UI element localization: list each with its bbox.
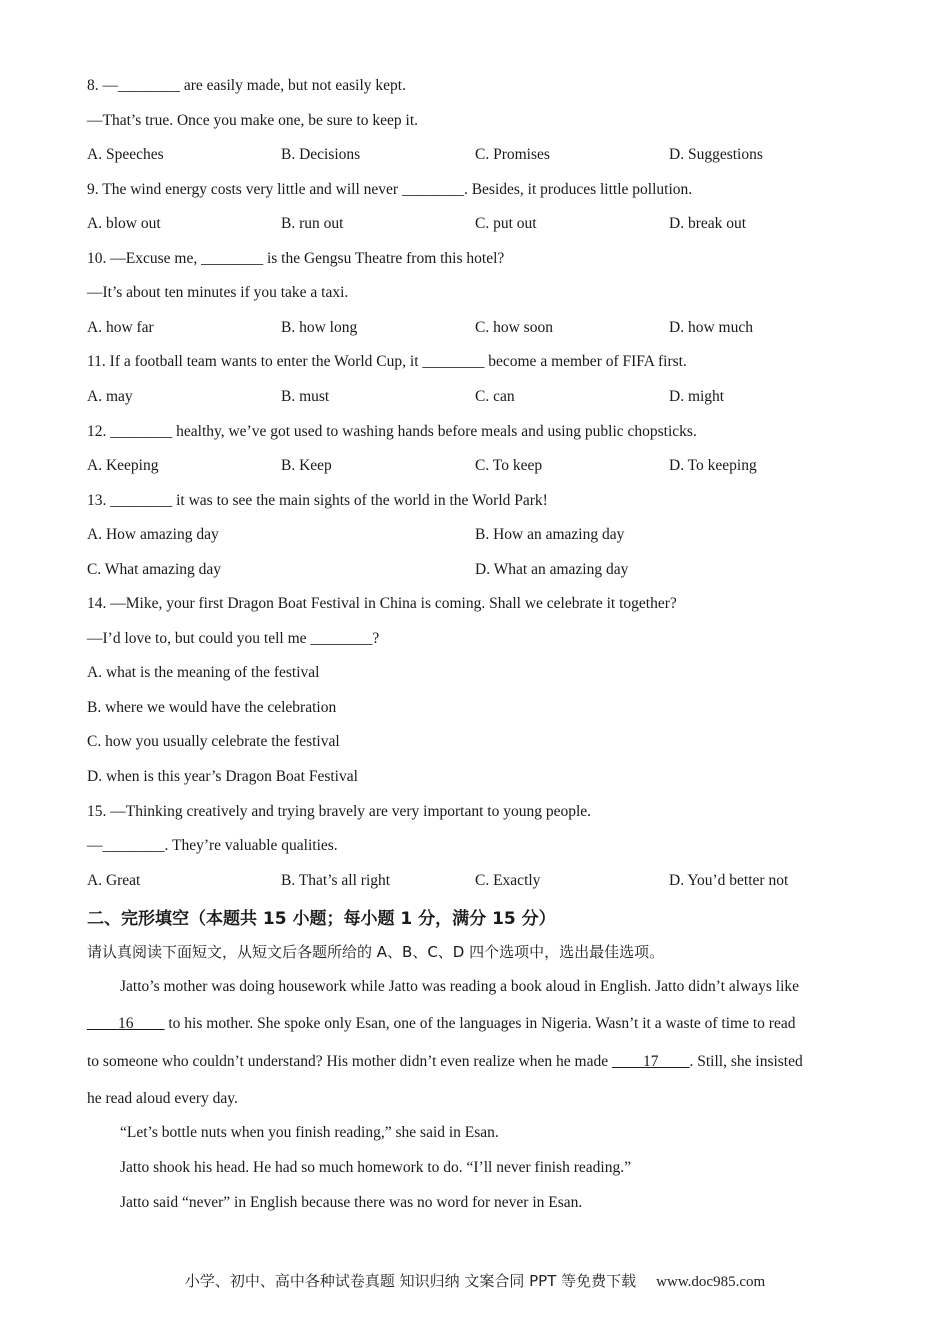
q8-option-b: B. Decisions (281, 146, 361, 163)
passage-p3: Jatto shook his head. He had so much homework to do. “I’ll never finish reading.” (120, 1159, 631, 1176)
q13-option-a: A. How amazing day (87, 526, 219, 543)
q15-option-b: B. That’s all right (281, 872, 391, 889)
section-heading: 二、完形填空（本题共 15 小题；每小题 1 分，满分 15 分） (87, 909, 556, 929)
passage-p2: “Let’s bottle nuts when you finish reading,” she said in Esan. (120, 1124, 499, 1141)
q14-option-b: B. where we would have the celebration (87, 699, 337, 716)
passage-p4: Jatto said “never” in English because there was no word for never in Esan. (120, 1194, 583, 1211)
q14-option-d: D. when is this year’s Dragon Boat Festival (87, 768, 358, 785)
q12-option-a: A. Keeping (87, 457, 159, 474)
q11-stem: 11. If a football team wants to enter the World Cup, it ________ become a member of FIFA first. (87, 353, 687, 370)
q15-option-a: A. Great (87, 872, 141, 889)
q9-stem: 9. The wind energy costs very little and will never ________. Besides, it produces little pollution. (87, 181, 693, 198)
q12-option-d: D. To keeping (669, 457, 757, 474)
q10-stem: 10. —Excuse me, ________ is the Gengsu Theatre from this hotel? (87, 250, 505, 267)
footer-url[interactable]: www.doc985.com (656, 1274, 766, 1290)
q8-stem: 8. —________ are easily made, but not easily kept. (87, 77, 406, 94)
q10-option-d: D. how much (669, 319, 753, 336)
q14-option-a: A. what is the meaning of the festival (87, 664, 320, 681)
q14-stem: 14. —Mike, your first Dragon Boat Festival in China is coming. Shall we celebrate it together? (87, 595, 677, 612)
q13-option-c: C. What amazing day (87, 561, 222, 578)
q8-option-c: C. Promises (475, 146, 550, 163)
q15-reply: —________. They’re valuable qualities. (87, 837, 338, 854)
passage-p1-line2-text: to his mother. She spoke only Esan, one of the languages in Nigeria. Wasn’t it a waste of time to read (164, 1015, 796, 1032)
q11-option-c: C. can (475, 388, 515, 405)
passage-p1-line3 (87, 1052, 803, 1072)
q15-option-d: D. You’d better not (669, 872, 789, 889)
q10-reply: —It’s about ten minutes if you take a taxi. (87, 284, 349, 301)
q8-reply: —That’s true. Once you make one, be sure to keep it. (87, 112, 418, 129)
passage-p1-line4: he read aloud every day. (87, 1090, 238, 1107)
q10-option-a: A. how far (87, 319, 154, 336)
q15-option-c: C. Exactly (475, 872, 541, 889)
q9-option-b: B. run out (281, 215, 344, 232)
q13-option-b: B. How an amazing day (475, 526, 625, 543)
q13-option-d: D. What an amazing day (475, 561, 629, 578)
q11-option-d: D. might (669, 388, 725, 405)
q11-option-b: B. must (281, 388, 330, 405)
q12-stem: 12. ________ healthy, we’ve got used to washing hands before meals and using public chopsticks. (87, 423, 697, 440)
q9-option-d: D. break out (669, 215, 747, 232)
q14-reply: —I’d love to, but could you tell me ________? (87, 630, 380, 647)
passage-p1-line3-start: to someone who couldn’t understand? His mother didn’t even realize when he made (87, 1053, 612, 1070)
q8-option-a: A. Speeches (87, 146, 164, 163)
q9-option-a: A. blow out (87, 215, 161, 232)
blank-17: ____17____ (612, 1053, 690, 1070)
q12-option-c: C. To keep (475, 457, 543, 474)
section-instruction: 请认真阅读下面短文，从短文后各题所给的 A、B、C、D 四个选项中，选出最佳选项。 (87, 943, 665, 961)
page-footer (0, 1270, 950, 1291)
q8-option-d: D. Suggestions (669, 146, 763, 163)
passage-p1-line3-end: . Still, she insisted (689, 1053, 803, 1070)
q15-stem: 15. —Thinking creatively and trying bravely are very important to young people. (87, 803, 592, 820)
q10-option-c: C. how soon (475, 319, 553, 336)
q14-option-c: C. how you usually celebrate the festival (87, 733, 340, 750)
passage-p1-line1: Jatto’s mother was doing housework while Jatto was reading a book aloud in English. Jatto didn’t always like (120, 978, 800, 995)
passage-p1-line2 (87, 1014, 795, 1034)
q12-option-b: B. Keep (281, 457, 332, 474)
footer-text: 小学、初中、高中各种试卷真题 知识归纳 文案合同 PPT 等免费下载 (184, 1272, 637, 1290)
q13-stem: 13. ________ it was to see the main sights of the world in the World Park! (87, 492, 548, 509)
blank-16: ____16____ (87, 1015, 165, 1032)
q9-option-c: C. put out (475, 215, 537, 232)
q10-option-b: B. how long (281, 319, 358, 336)
q11-option-a: A. may (87, 388, 133, 405)
